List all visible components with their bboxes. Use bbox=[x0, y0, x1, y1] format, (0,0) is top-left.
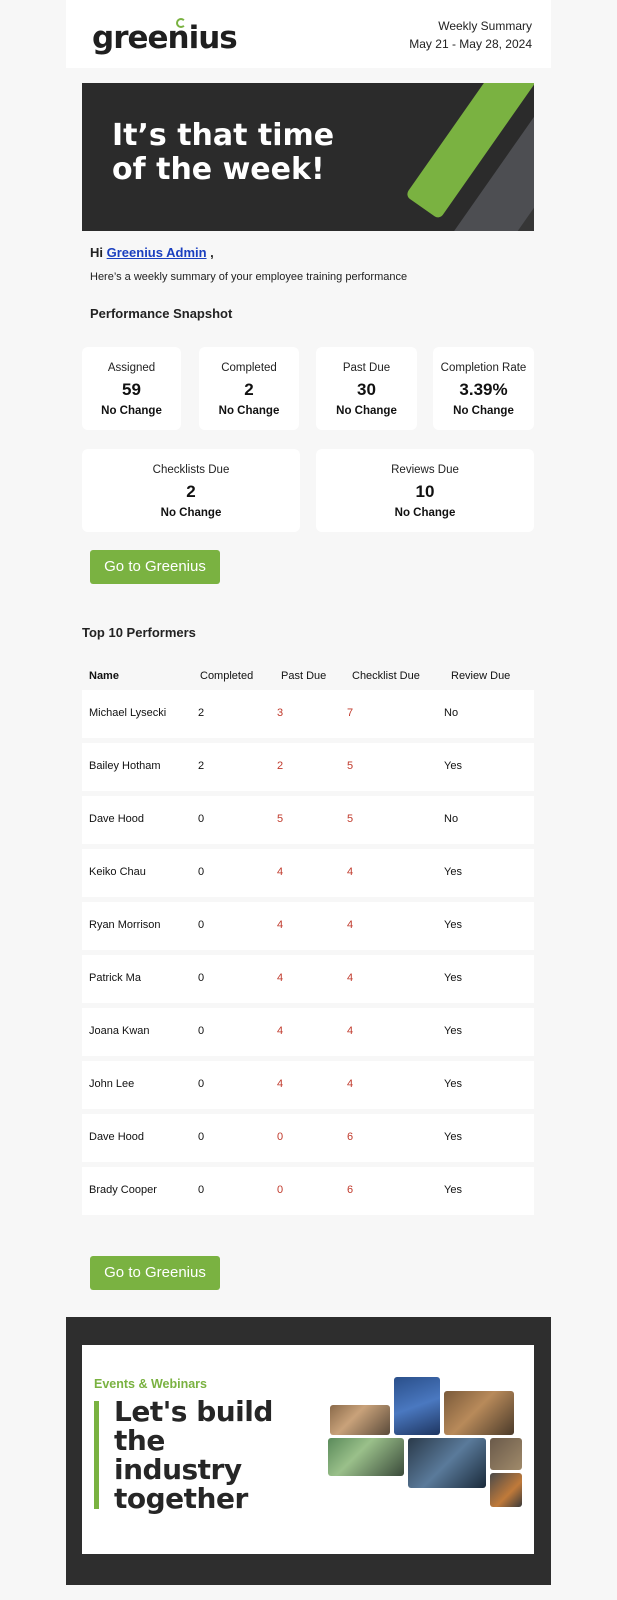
cell-review-due: Yes bbox=[444, 919, 462, 931]
events-banner[interactable] bbox=[66, 1317, 551, 1585]
card-label: Reviews Due bbox=[391, 464, 459, 476]
card-change: No Change bbox=[218, 405, 280, 417]
table-row bbox=[82, 902, 534, 950]
cell-checklist-due: 7 bbox=[347, 707, 354, 719]
top-performers-title: Top 10 Performers bbox=[82, 625, 196, 640]
cell-past-due: 4 bbox=[277, 1078, 284, 1090]
cell-checklist-due: 4 bbox=[347, 919, 354, 931]
column-header-checklist-due: Checklist Due bbox=[352, 670, 420, 682]
column-header-review-due: Review Due bbox=[451, 670, 511, 682]
table-row bbox=[82, 1008, 534, 1056]
cell-past-due: 4 bbox=[277, 1025, 284, 1037]
admin-name-link[interactable]: Greenius Admin bbox=[106, 245, 207, 260]
table-row bbox=[82, 690, 534, 738]
go-to-greenius-button-bottom[interactable]: Go to Greenius bbox=[90, 1256, 220, 1290]
events-accent-bar bbox=[94, 1401, 99, 1509]
weekly-summary-info bbox=[409, 17, 532, 53]
event-photo-crowd bbox=[444, 1391, 514, 1435]
column-header-completed: Completed bbox=[200, 670, 254, 682]
cell-name: Dave Hood bbox=[89, 813, 145, 825]
cell-completed: 0 bbox=[198, 1184, 205, 1196]
cell-completed: 0 bbox=[198, 972, 205, 984]
card-label: Completion Rate bbox=[440, 362, 527, 374]
card-value: 2 bbox=[244, 380, 254, 399]
card-value: 3.39% bbox=[459, 380, 508, 399]
cell-completed: 0 bbox=[198, 813, 205, 825]
cell-name: Michael Lysecki bbox=[89, 707, 167, 719]
cell-checklist-due: 4 bbox=[347, 1025, 354, 1037]
go-to-greenius-button[interactable]: Go to Greenius bbox=[90, 550, 220, 584]
greeting bbox=[90, 245, 214, 260]
column-header-past-due: Past Due bbox=[281, 670, 327, 682]
hero-banner bbox=[82, 83, 534, 231]
date-range: May 21 - May 28, 2024 bbox=[409, 37, 532, 51]
card-label: Checklists Due bbox=[152, 464, 230, 476]
card-change: No Change bbox=[336, 405, 397, 417]
event-photo-audience bbox=[330, 1405, 390, 1435]
cell-checklist-due: 6 bbox=[347, 1184, 354, 1196]
completion-rate-card bbox=[433, 347, 534, 430]
cell-checklist-due: 4 bbox=[347, 1078, 354, 1090]
cell-review-due: Yes bbox=[444, 1131, 462, 1143]
cell-review-due: Yes bbox=[444, 760, 462, 772]
cell-past-due: 2 bbox=[277, 760, 284, 772]
intro-text: Here’s a weekly summary of your employee training performance bbox=[90, 271, 408, 283]
cell-name: Brady Cooper bbox=[89, 1184, 157, 1196]
greenius-logo[interactable]: greenius bbox=[92, 20, 237, 56]
card-change: No Change bbox=[101, 405, 162, 417]
greeting-prefix: Hi bbox=[90, 245, 107, 260]
cell-completed: 2 bbox=[198, 760, 205, 772]
cell-checklist-due: 4 bbox=[347, 972, 354, 984]
table-row bbox=[82, 796, 534, 844]
event-photo-speaker bbox=[394, 1377, 440, 1435]
summary-title: Weekly Summary bbox=[438, 19, 532, 33]
cell-past-due: 4 bbox=[277, 972, 284, 984]
hero-title: It’s that time of the week! bbox=[112, 118, 335, 187]
cell-review-due: Yes bbox=[444, 972, 462, 984]
cell-checklist-due: 5 bbox=[347, 813, 354, 825]
greeting-suffix: , bbox=[206, 245, 214, 260]
events-tag: Events & Webinars bbox=[94, 1377, 208, 1391]
card-value: 2 bbox=[186, 482, 196, 501]
events-card bbox=[82, 1345, 534, 1554]
cell-name: Patrick Ma bbox=[89, 972, 141, 984]
cell-completed: 0 bbox=[198, 866, 205, 878]
completed-card bbox=[199, 347, 299, 430]
cell-past-due: 0 bbox=[277, 1131, 284, 1143]
cell-past-due: 3 bbox=[277, 707, 284, 719]
table-row bbox=[82, 1114, 534, 1162]
event-photo-attendee bbox=[490, 1438, 522, 1470]
card-label: Completed bbox=[221, 362, 277, 374]
cell-review-due: Yes bbox=[444, 1025, 462, 1037]
cell-completed: 2 bbox=[198, 707, 205, 719]
cell-checklist-due: 5 bbox=[347, 760, 354, 772]
event-photo-guest bbox=[490, 1473, 522, 1507]
table-row bbox=[82, 1061, 534, 1109]
snapshot-title: Performance Snapshot bbox=[90, 306, 233, 321]
cell-completed: 0 bbox=[198, 1131, 205, 1143]
cell-completed: 0 bbox=[198, 1025, 205, 1037]
cell-past-due: 5 bbox=[277, 813, 284, 825]
cell-checklist-due: 4 bbox=[347, 866, 354, 878]
table-row bbox=[82, 955, 534, 1003]
cell-checklist-due: 6 bbox=[347, 1131, 354, 1143]
cell-name: Dave Hood bbox=[89, 1131, 145, 1143]
cell-name: Keiko Chau bbox=[89, 866, 146, 878]
cell-past-due: 4 bbox=[277, 866, 284, 878]
past-due-card bbox=[316, 347, 417, 430]
cell-completed: 0 bbox=[198, 919, 205, 931]
cell-review-due: Yes bbox=[444, 1078, 462, 1090]
cell-name: Bailey Hotham bbox=[89, 760, 161, 772]
card-change: No Change bbox=[394, 507, 456, 519]
card-change: No Change bbox=[160, 507, 222, 519]
event-photo-workshop bbox=[408, 1438, 486, 1488]
cell-name: Joana Kwan bbox=[89, 1025, 150, 1037]
cell-review-due: Yes bbox=[444, 1184, 462, 1196]
assigned-card bbox=[82, 347, 181, 430]
card-label: Assigned bbox=[107, 362, 156, 374]
card-value: 59 bbox=[122, 380, 141, 399]
table-row bbox=[82, 743, 534, 791]
card-label: Past Due bbox=[342, 362, 391, 374]
logo-leaf-icon bbox=[176, 18, 186, 28]
cell-completed: 0 bbox=[198, 1078, 205, 1090]
column-header-name: Name bbox=[89, 670, 119, 682]
email-header bbox=[66, 0, 551, 68]
card-change: No Change bbox=[453, 405, 514, 417]
cell-past-due: 0 bbox=[277, 1184, 284, 1196]
events-title: Let's build the industry together bbox=[114, 1395, 273, 1515]
cell-past-due: 4 bbox=[277, 919, 284, 931]
cell-review-due: No bbox=[444, 813, 459, 825]
card-value: 10 bbox=[415, 482, 435, 501]
table-row bbox=[82, 1167, 534, 1215]
cell-name: Ryan Morrison bbox=[89, 919, 161, 931]
table-row bbox=[82, 849, 534, 897]
checklists-due-card bbox=[82, 449, 300, 532]
cell-name: John Lee bbox=[89, 1078, 135, 1090]
cell-review-due: No bbox=[444, 707, 459, 719]
event-photo-presentation bbox=[328, 1438, 404, 1476]
reviews-due-card bbox=[316, 449, 534, 532]
cell-review-due: Yes bbox=[444, 866, 462, 878]
card-value: 30 bbox=[357, 380, 376, 399]
